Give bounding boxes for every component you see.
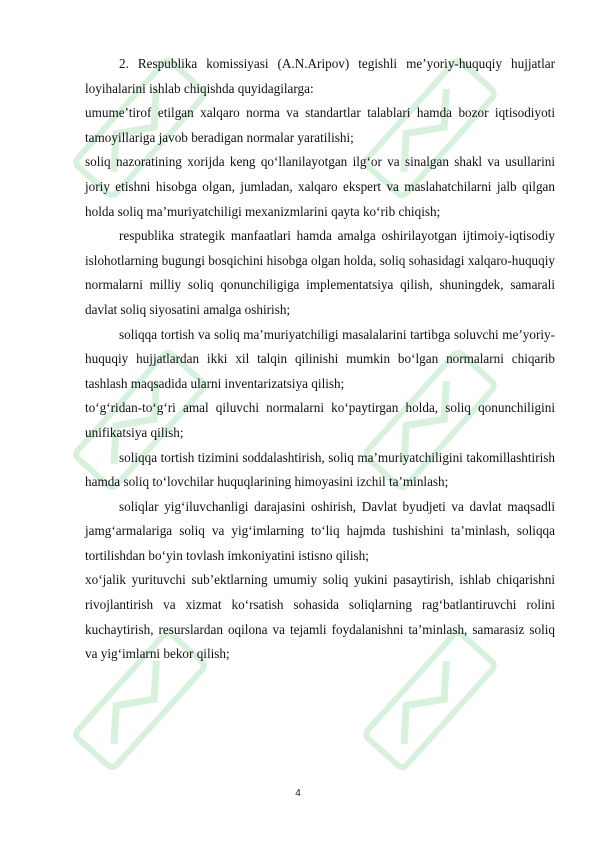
paragraph-simplification: soliqqa tortish tizimini soddalashtirish, soliq ma’muriyatchiligini takomillashtirish hamda soliq to‘lovchilar huquqlarining himoyasini izchil ta’minlash; — [85, 449, 555, 490]
paragraph-tax-control-methods: soliq nazoratining xorijda keng qo‘llanilayotgan ilg‘or va sinalgan shakl va usullarini joriy etishni hisobga olgan, jumladan, xalqaro ekspert va maslahatchilarni jalb qilgan holda soliq ma’muriyatchiligi mexanizmlarini qayta ko‘rib chiqish; — [85, 154, 555, 219]
page-number: 4 — [295, 788, 301, 799]
paragraph-tax-burden: xo‘jalik yurituvchi sub’ektlarning umumiy soliq yukini pasaytirish, ishlab chiqarishni rivojlantirish va xizmat ko‘rsatish sohasida soliqlarning rag‘batlantiruvchi rolini kuchaytirish, resurslardan oqilona va tejamli foydalanishni ta’minlash, samarasiz soliq va yig‘imlarni bekor qilish; — [85, 572, 555, 662]
document-body — [85, 52, 555, 667]
paragraph-commission-intro: 2. Respublika komissiyasi (A.N.Aripov) tegishli me’yoriy-huquqiy hujjatlar loyihalarini ishlab chiqishda quyidagilarga: — [85, 56, 555, 96]
paragraph-collectability: soliqlar yig‘iluvchanligi darajasini oshirish, Davlat byudjeti va davlat maqsadli jamg‘armalariga soliq va yig‘imlarning to‘liq hajmda tushishini ta’minlash, soliqqa tortilishdan bo‘yin tovlash imkoniyatini istisno qilish; — [85, 498, 555, 563]
paragraph-inventory-of-acts: soliqqa tortish va soliq ma’muriyatchiligi masalalarini tartibga soluvchi me’yoriy-huquqiy hujjatlardan ikki xil talqin qilinishi mumkin bo‘lgan normalarni chiqarib tashlash maqsadida ularni inventarizatsiya qilish; — [85, 326, 555, 391]
paragraph-unification: to‘g‘ridan-to‘g‘ri amal qiluvchi normalarni ko‘paytirgan holda, soliq qonunchiligini unifikatsiya qilish; — [85, 400, 555, 440]
paragraph-international-norms: umume’tirof etilgan xalqaro norma va standartlar talablari hamda bozor iqtisodiyoti tamoyillariga javob beradigan normalar yaratilishi; — [85, 105, 555, 145]
paragraph-strategic-interests: respublika strategik manfaatlari hamda amalga oshirilayotgan ijtimoiy-iqtisodiy islohotlarning bugungi bosqichini hisobga olgan holda, soliq sohasidagi xalqaro-huquqiy normalarni milliy soliq qonunchiligiga implementatsiya qilish, shuningdek, samarali davlat soliq siyosatini amalga oshirish; — [85, 228, 555, 317]
